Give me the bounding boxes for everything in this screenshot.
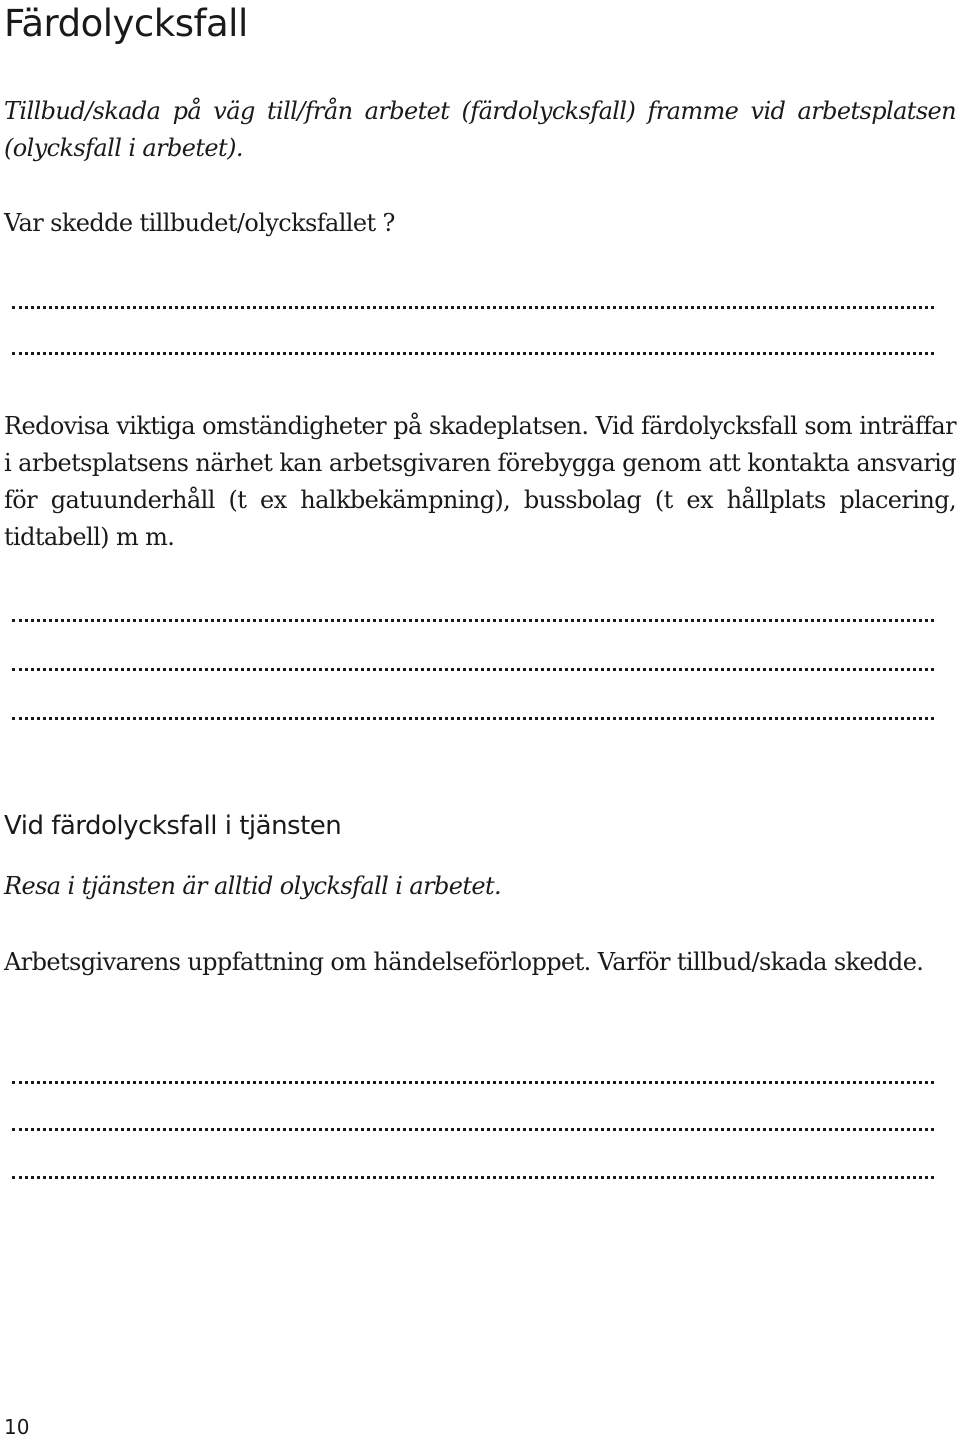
location-answer-line-2[interactable] xyxy=(12,352,934,355)
section-heading-service: Vid färdolycksfall i tjänsten xyxy=(4,811,342,841)
employer-view-answer-line-2[interactable] xyxy=(12,1128,934,1131)
employer-view-answer-line-3[interactable] xyxy=(12,1176,934,1179)
commute-intro-text: Tillbud/skada på väg till/från arbetet (färdolycksfall) framme vid arbetsplatsen (olycksfall i arbetet). xyxy=(4,97,956,162)
page-number: 10 xyxy=(4,1415,30,1439)
circumstances-question: Redovisa viktiga omständigheter på skadeplatsen. Vid färdolycksfall som inträffar i arbetsplatsens närhet kan arbetsgivaren förebygga genom att kontakta ansvarig för gatuunderhåll (t ex halkbekämpning), bussbolag (t ex hållplats placering, tidtabell) m m. xyxy=(4,412,956,551)
location-answer-line-1[interactable] xyxy=(12,306,934,309)
employer-view-answer-line-1[interactable] xyxy=(12,1081,934,1084)
employer-view-question: Arbetsgivarens uppfattning om händelseförloppet. Varför tillbud/skada skedde. xyxy=(4,948,924,976)
location-question: Var skedde tillbudet/olycksfallet ? xyxy=(4,209,395,237)
circumstances-answer-line-1[interactable] xyxy=(12,619,934,622)
page-title: Färdolycksfall xyxy=(4,2,248,45)
service-travel-note: Resa i tjänsten är alltid olycksfall i arbetet. xyxy=(4,872,502,900)
circumstances-answer-line-2[interactable] xyxy=(12,668,934,671)
circumstances-answer-line-3[interactable] xyxy=(12,717,934,720)
